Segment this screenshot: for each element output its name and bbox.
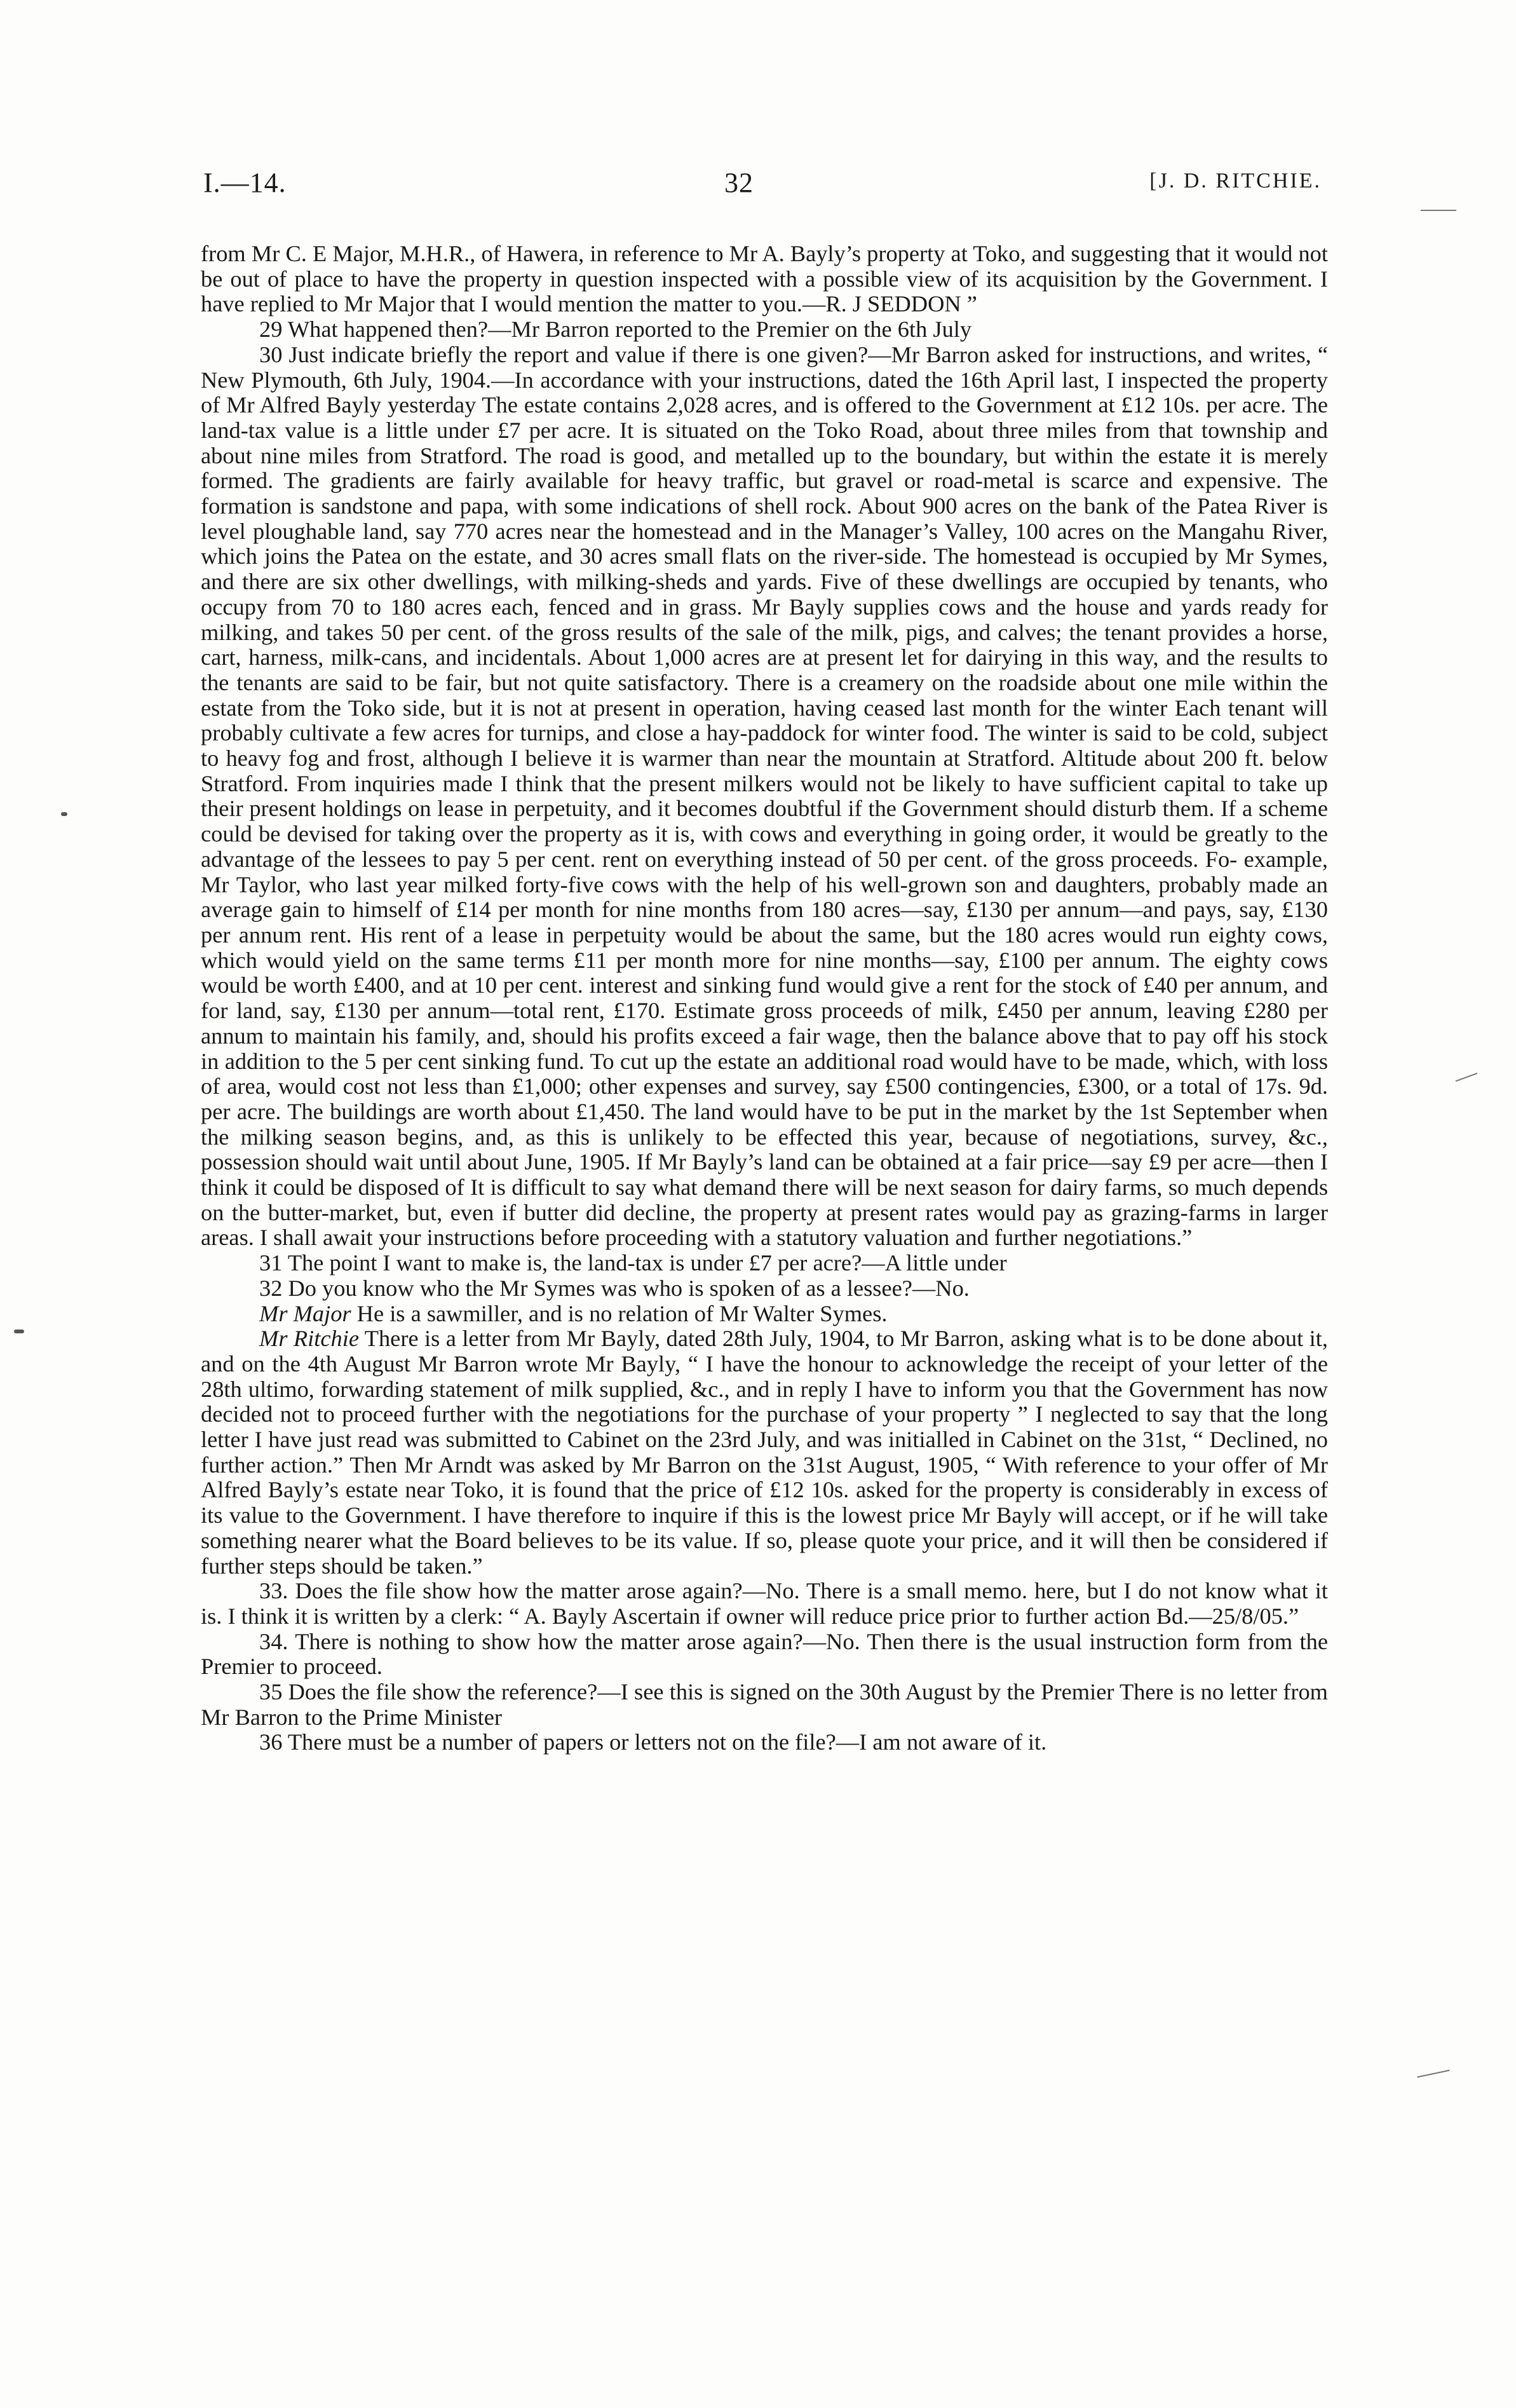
paragraph-mr-major xyxy=(201,1302,1328,1327)
page-header xyxy=(203,167,1322,205)
document-body xyxy=(201,241,1328,1755)
scan-speck-left xyxy=(61,812,67,816)
document-reference: I.—14. xyxy=(203,167,287,198)
paragraph-q33: 33. Does the file show how the matter arose again?—No. There is a small memo. here, but I do not know what it is. I think it is written by a clerk: “ A. Bayly Ascertain if owner will reduce price prior to further action Bd.—25/8/05.” xyxy=(201,1578,1328,1629)
scan-speck-left-2 xyxy=(14,1330,24,1333)
paragraph-q29: 29 What happened then?—Mr Barron reported to the Premier on the 6th July xyxy=(259,316,972,343)
paragraph-continuation: from Mr C. E Major, M.H.R., of Hawera, in reference to Mr A. Bayly’s property at Toko, and suggesting that it would not be out of place to have the property in question inspected with a possible view of its acquisition by the Government. I have replied to Mr Major that I would mention the matter to you.—R. J SEDDON ” xyxy=(201,241,1328,317)
speaker-name: Mr Ritchie xyxy=(259,1326,359,1352)
page-number: 32 xyxy=(724,167,754,198)
paragraph-q32: 32 Do you know who the Mr Symes was who is spoken of as a lessee?—No. xyxy=(259,1275,970,1301)
witness-name: [J. D. RITCHIE. xyxy=(1149,169,1322,193)
margin-mark-mid xyxy=(1456,1073,1478,1082)
speaker-name: Mr Major xyxy=(259,1300,351,1326)
paragraph-mr-ritchie xyxy=(201,1326,1328,1579)
paragraph-q30: 30 Just indicate briefly the report and value if there is one given?—Mr Barron asked for instructions, and writes, “ New Plymouth, 6th July, 1904.—In accordance with your instructions, dated the 16th April last, I inspected the property of Mr Alfred Bayly yesterday The estate contains 2,028 acres, and is offered to the Government at £12 10s. per acre. The land-tax value is a little under £7 per acre. It is situated on the Toko Road, about three miles from that township and about nine miles from Stratford. The road is good, and metalled up to the boundary, but within the estate it is merely formed. The gradients are fairly available for heavy traffic, but gravel or road-metal is scarce and expensive. The formation is sandstone and papa, with some indications of shell rock. About 900 acres on the bank of the Patea River is level ploughable land, say 770 acres near the homestead and in the Manager’s Valley, 100 acres on the Mangahu River, which joins the Patea on the estate, and 30 acres small flats on the river-side. The homestead is occupied by Mr Symes, and there are six other dwellings, with milking-sheds and yards. Five of these dwellings are occupied by tenants, who occupy from 70 to 180 acres each, fenced and in grass. Mr Bayly supplies cows and the house and yards ready for milking, and takes 50 per cent. of the gross results of the sale of the milk, pigs, and calves; the tenant provides a horse, cart, harness, milk-cans, and incidentals. About 1,000 acres are at present let for dairying in this way, and the results to the tenants are said to be fair, but not quite satisfactory. There is a creamery on the roadside about one mile within the estate from the Toko side, but it is not at present in operation, having ceased last month for the winter Each tenant will probably cultivate a few acres for turnips, and close a hay-paddock for winter food. The winter is said to be cold, subject to heavy fog and frost, although I believe it is warmer than near the mountain at Stratford. Altitude about 200 ft. below Stratford. From inquiries made I think that the present milkers would not be likely to have sufficient capital to take up their present holdings on lease in perpetuity, and it becomes doubtful if the Government should disturb them. If a scheme could be devised for taking over the property as it is, with cows and everything in going order, it would be greatly to the advantage of the lessees to pay 5 per cent. rent on everything instead of 50 per cent. of the gross proceeds. Fo- example, Mr Taylor, who last year milked forty-five cows with the help of his well-grown son and daughters, probably made an average gain to himself of £14 per month for nine months from 180 acres—say, £130 per annum—and pays, say, £130 per annum rent. His rent of a lease in perpetuity would be about the same, but the 180 acres would run eighty cows, which would yield on the same terms £11 per month more for nine months—say, £100 per annum. The eighty cows would be worth £400, and at 10 per cent. interest and sinking fund would give a rent for the stock of £40 per annum, and for land, say, £130 per annum—total rent, £170. Estimate gross proceeds of milk, £450 per annum, leaving £280 per annum to maintain his family, and, should his profits exceed a fair wage, then the balance above that to pay off his stock in addition to the 5 per cent sinking fund. To cut up the estate an additional road would have to be made, which, with loss of area, would cost not less than £1,000; other expenses and survey, say £500 contingencies, £300, or a total of 17s. 9d. per acre. The buildings are worth about £1,450. The land would have to be put in the market by the 1st September when the milking season begins, and, as this is unlikely to be effected this year, because of negotiations, survey, &c., possession should wait until about June, 1905. If Mr Bayly’s land can be obtained at a fair price—say £9 per acre—then I think it could be disposed of It is difficult to say what demand there will be next season for dairy farms, so much depends on the butter-market, but, even if butter did decline, the property at present rates would pay as grazing-farms in larger areas. I shall await your instructions before proceeding with a statutory valuation and further negotiations.” xyxy=(201,341,1328,1251)
margin-mark-top xyxy=(1421,210,1456,211)
speaker-remark: There is a letter from Mr Bayly, dated 28th July, 1904, to Mr Barron, asking what is to be done about it, and on the 4th August Mr Barron wrote Mr Bayly, “ I have the honour to acknowledge the receipt of your letter of the 28th ultimo, forwarding statement of milk supplied, &c., and in reply I have to inform you that the Government has now decided not to proceed further with the negotiations for the purchase of your property ” I neglected to say that the long letter I have just read was submitted to Cabinet on the 23rd July, and was initialled in Cabinet on the 31st, “ Declined, no further action.” Then Mr Arndt was asked by Mr Barron on the 31st August, 1905, “ With reference to your offer of Mr Alfred Bayly’s estate near Toko, it is found that the price of £12 10s. asked for the property is considerably in excess of its value to the Government. I have therefore to inquire if this is the lowest price Mr Bayly will accept, or if he will take something nearer what the Board believes to be its value. If so, please quote your price, and it will then be considered if further steps should be taken.” xyxy=(201,1326,1328,1579)
paragraph-q31: 31 The point I want to make is, the land-tax is under £7 per acre?—A little under xyxy=(259,1250,1007,1276)
paragraph-q36: 36 There must be a number of papers or letters not on the file?—I am not aware of it. xyxy=(259,1729,1047,1755)
speaker-remark: He is a sawmiller, and is no relation of Mr Walter Symes. xyxy=(356,1300,888,1326)
paragraph-q35: 35 Does the file show the reference?—I see this is signed on the 30th August by the Premier There is no letter from Mr Barron to the Prime Minister xyxy=(201,1679,1328,1730)
paragraph-q34: 34. There is nothing to show how the matter arose again?—No. Then there is the usual instruction form from the Premier to proceed. xyxy=(201,1628,1328,1680)
margin-mark-lower xyxy=(1417,2070,1449,2078)
